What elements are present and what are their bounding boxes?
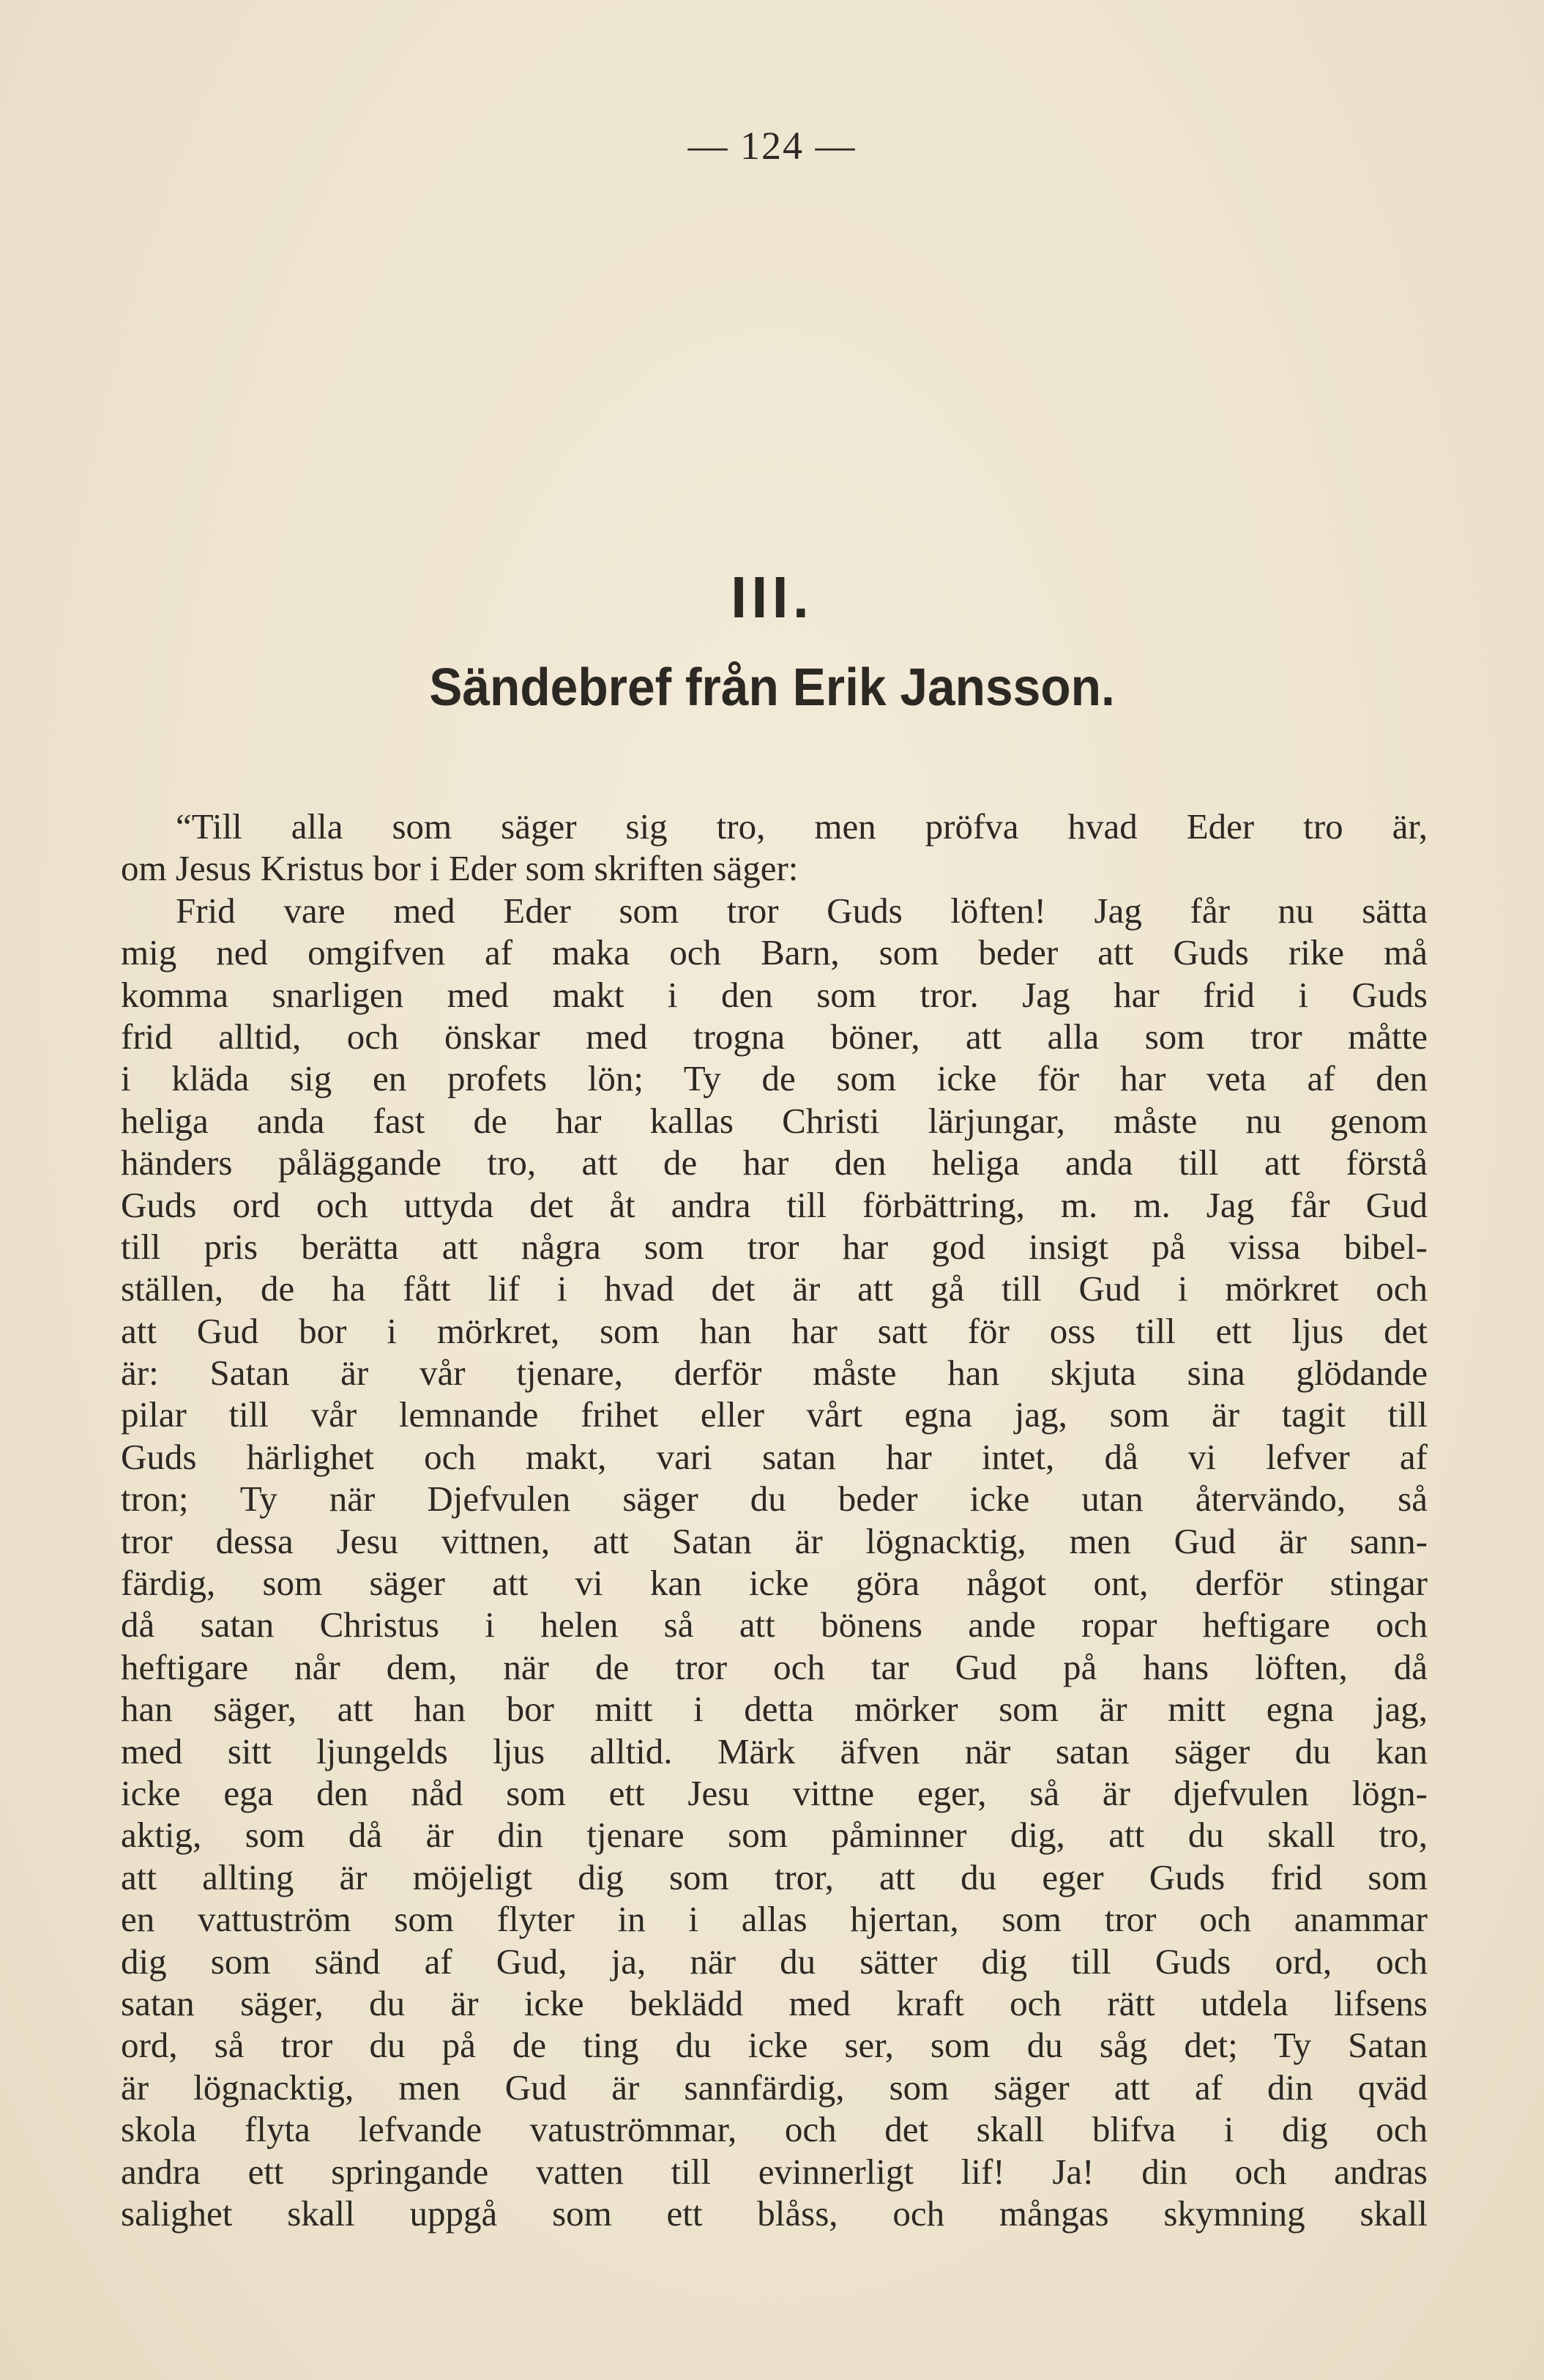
- text-line: “Till alla som säger sig tro, men pröfva hvad Eder tro är,: [176, 806, 1428, 847]
- text-line: Frid vare med Eder som tror Guds löften! Jag får nu sätta: [176, 890, 1428, 931]
- text-line: tron; Ty när Djefvulen säger du beder icke utan återvändo, så: [121, 1479, 1428, 1520]
- text-line: dig som sänd af Gud, ja, när du sätter dig till Guds ord, och: [121, 1941, 1428, 1982]
- text-line: Guds härlighet och makt, vari satan har intet, då vi lefver af: [121, 1436, 1428, 1477]
- text-line: aktig, som då är din tjenare som påminner dig, att du skall tro,: [121, 1815, 1428, 1856]
- text-line: är: Satan är vår tjenare, derför måste han skjuta sina glödande: [121, 1353, 1428, 1394]
- letter-body: [121, 806, 1428, 2234]
- text-line: färdig, som säger att vi kan icke göra något ont, derför stingar: [121, 1563, 1428, 1604]
- page-number: — 124 —: [687, 124, 857, 168]
- text-line: mig ned omgifven af maka och Barn, som beder att Guds rike må: [121, 932, 1428, 973]
- text-line: tror dessa Jesu vittnen, att Satan är lögnacktig, men Gud är sann-: [121, 1520, 1428, 1561]
- text-line: heliga anda fast de har kallas Christi lärjungar, måste nu genom: [121, 1100, 1428, 1141]
- text-line: en vattuström som flyter in i allas hjertan, som tror och anammar: [121, 1899, 1428, 1940]
- text-line: att Gud bor i mörkret, som han har satt för oss till ett ljus det: [121, 1310, 1428, 1351]
- text-line: att allting är möjeligt dig som tror, att du eger Guds frid som: [121, 1856, 1428, 1897]
- text-line: händers påläggande tro, att de har den heliga anda till att förstå: [121, 1142, 1428, 1183]
- text-line: pilar till vår lemnande frihet eller vårt egna jag, som är tagit till: [121, 1394, 1428, 1435]
- text-line: satan säger, du är icke beklädd med kraft och rätt utdela lifsens: [121, 1982, 1428, 2023]
- text-line: komma snarligen med makt i den som tror. Jag har frid i Guds: [121, 974, 1428, 1015]
- text-line: med sitt ljungelds ljus alltid. Märk äfven när satan säger du kan: [121, 1730, 1428, 1771]
- text-line: salighet skall uppgå som ett blåss, och mångas skymning skall: [121, 2193, 1428, 2234]
- text-line: ställen, de ha fått lif i hvad det är att gå till Gud i mörkret och: [121, 1268, 1428, 1309]
- text-line: heftigare når dem, när de tror och tar Gud på hans löften, då: [121, 1646, 1428, 1687]
- text-line: icke ega den nåd som ett Jesu vittne eger, så är djefvulen lögn-: [121, 1772, 1428, 1813]
- text-line: då satan Christus i helen så att bönens ande ropar heftigare och: [121, 1604, 1428, 1645]
- text-line: i kläda sig en profets lön; Ty de som icke för har veta af den: [121, 1058, 1428, 1099]
- text-line: ord, så tror du på de ting du icke ser, som du såg det; Ty Satan: [121, 2025, 1428, 2066]
- text-line: frid alltid, och önskar med trogna böner, att alla som tror måtte: [121, 1016, 1428, 1057]
- text-line: Guds ord och uttyda det åt andra till förbättring, m. m. Jag får Gud: [121, 1184, 1428, 1225]
- text-line: skola flyta lefvande vatuströmmar, och det skall blifva i dig och: [121, 2109, 1428, 2150]
- text-line: han säger, att han bor mitt i detta mörker som är mitt egna jag,: [121, 1689, 1428, 1730]
- text-line: till pris berätta att några som tror har god insigt på vissa bibel-: [121, 1226, 1428, 1267]
- chapter-number: III.: [731, 565, 813, 630]
- text-line: andra ett springande vatten till evinnerligt lif! Ja! din och andras: [121, 2151, 1428, 2192]
- text-line: om Jesus Kristus bor i Eder som skriften säger:: [121, 848, 799, 889]
- chapter-title: Sändebref från Erik Jansson.: [429, 658, 1115, 717]
- text-line: är lögnacktig, men Gud är sannfärdig, som säger att af din qväd: [121, 2067, 1428, 2108]
